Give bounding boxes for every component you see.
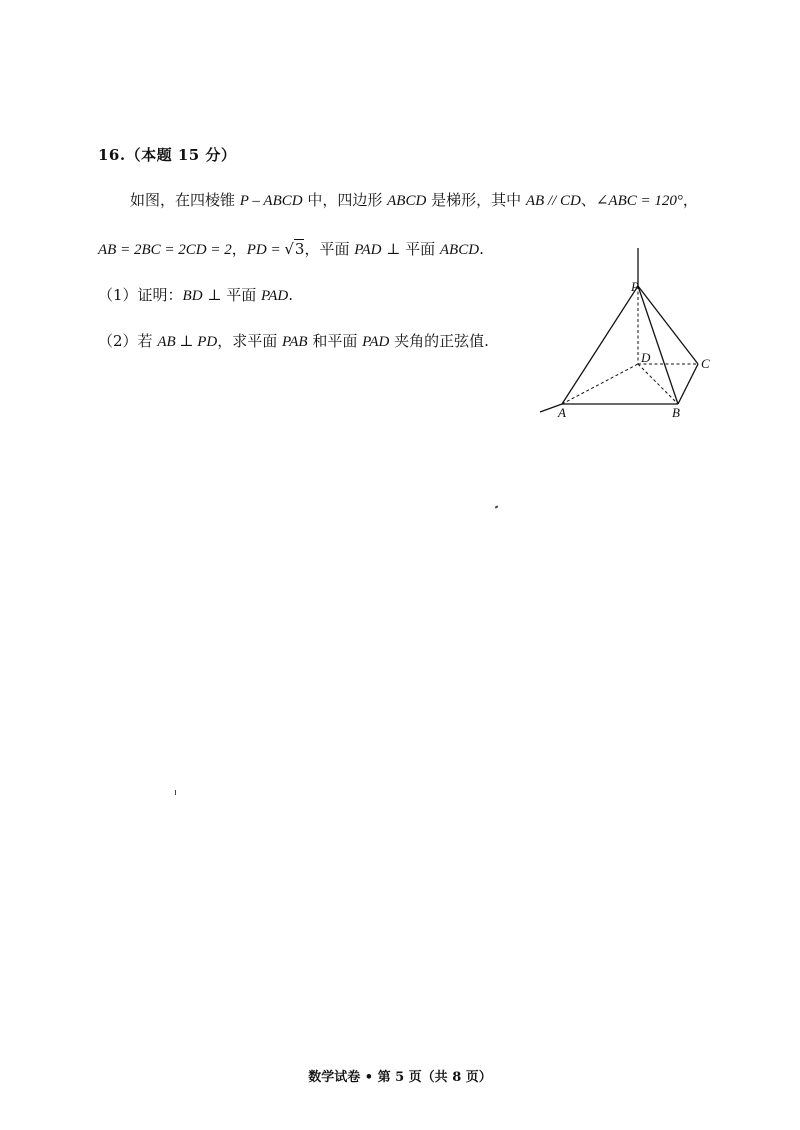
- math-expression: BD: [182, 288, 203, 304]
- vertex-label-C: C: [701, 356, 710, 371]
- problem-statement-line-1: [130, 189, 698, 210]
- math-expression: ABCD: [439, 242, 480, 258]
- text: ，: [231, 240, 247, 258]
- text: 是梯形，其中: [426, 191, 526, 209]
- question-part-2: [98, 330, 489, 351]
- text: ，平面: [304, 240, 355, 258]
- sqrt-argument: 3: [294, 240, 305, 258]
- text: .: [479, 240, 484, 258]
- text: 、: [580, 191, 596, 209]
- math-expression: ABCD: [387, 193, 427, 209]
- math-expression: ∠ABC = 120°: [595, 193, 683, 209]
- problem-heading: 16.（本题 15 分）: [98, 146, 237, 164]
- math-expression: PD =: [246, 242, 285, 258]
- text: ⊥ 平面: [381, 240, 440, 258]
- text: 中，四边形: [302, 191, 388, 209]
- text: （1）证明：: [98, 286, 183, 304]
- math-expression: AB ⊥ PD: [157, 334, 218, 350]
- text: ⊥ 平面: [202, 286, 261, 304]
- page-footer: 数学试卷 • 第 5 页（共 8 页）: [308, 1070, 492, 1085]
- vertex-label-D: D: [641, 350, 651, 365]
- text: 和平面: [307, 332, 363, 350]
- vertex-label-P: P: [631, 279, 639, 294]
- text: ，: [682, 191, 698, 209]
- math-expression: AB = 2BC = 2CD = 2: [98, 242, 232, 258]
- text: .: [288, 286, 293, 304]
- text: ，求平面: [217, 332, 283, 350]
- math-expression: P – ABCD: [239, 193, 303, 209]
- pyramid-figure: [530, 244, 720, 429]
- edge-DB: [638, 364, 678, 404]
- vertex-label-A: A: [558, 405, 566, 420]
- text: 如图，在四棱锥: [130, 191, 240, 209]
- edge-PB: [638, 286, 678, 404]
- question-part-1: [98, 284, 293, 305]
- text: 夹角的正弦值.: [389, 332, 489, 350]
- math-expression: AB // CD: [525, 193, 581, 209]
- scan-mark: [175, 790, 176, 795]
- math-expression: PAD: [354, 242, 382, 258]
- sqrt-symbol: √: [284, 240, 294, 258]
- vertex-label-B: B: [672, 405, 680, 420]
- edge-AD: [562, 364, 638, 404]
- math-expression: PAB: [282, 334, 308, 350]
- scan-mark: [495, 505, 499, 508]
- edge-BC: [678, 364, 698, 404]
- edge-PA: [562, 286, 638, 404]
- math-expression: PAD: [260, 288, 289, 304]
- math-expression: PAD: [362, 334, 390, 350]
- problem-statement-line-2: [98, 238, 484, 259]
- text: （2）若: [98, 332, 158, 350]
